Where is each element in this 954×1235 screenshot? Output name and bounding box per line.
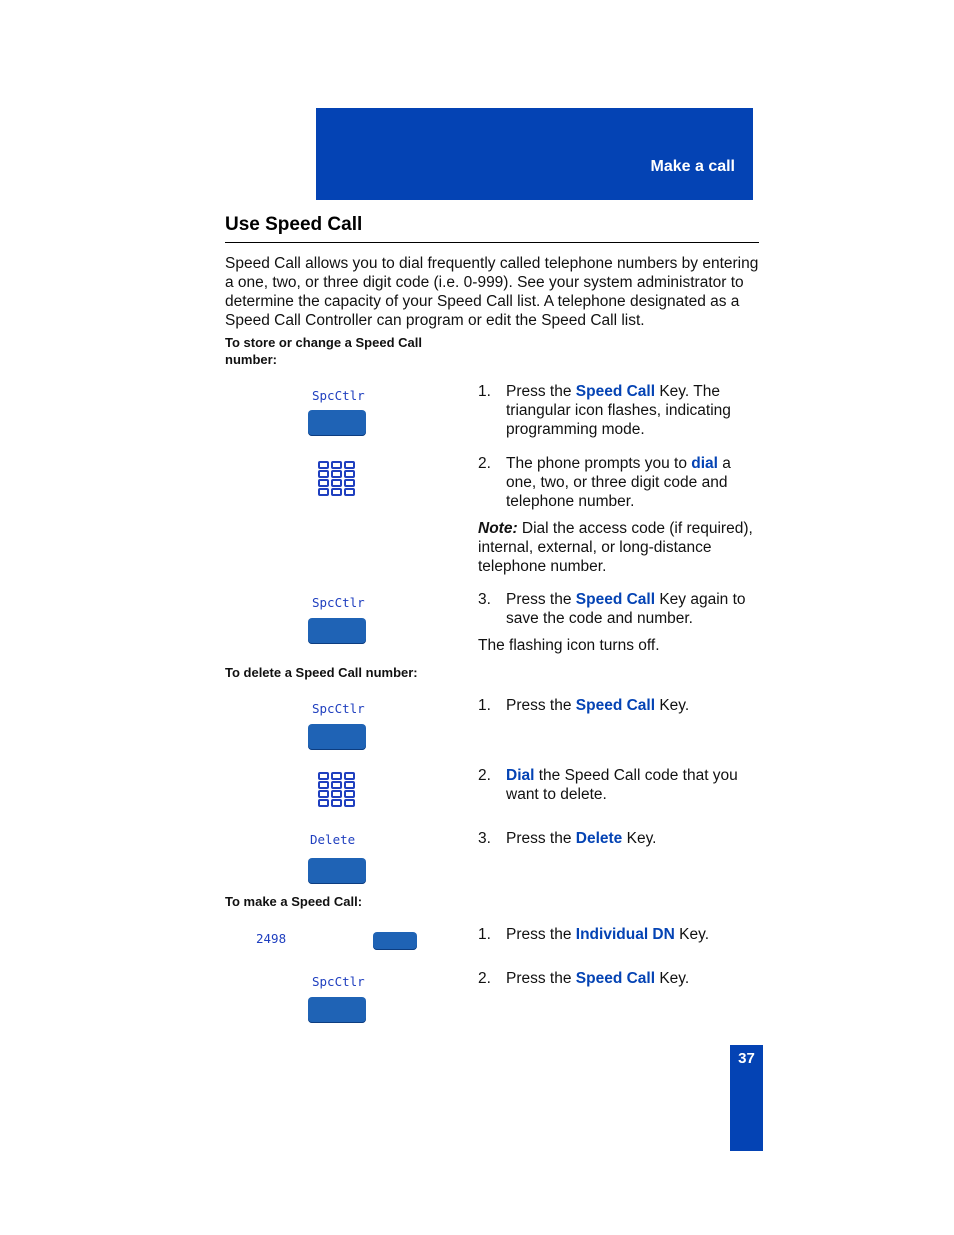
section-title: Use Speed Call — [225, 214, 363, 235]
store-heading: To store or change a Speed Call number: — [225, 335, 422, 367]
keypad-icon — [317, 460, 357, 498]
make-heading: To make a Speed Call: — [225, 894, 363, 909]
chapter-label: Make a call — [650, 158, 735, 175]
page-number-tab — [730, 1045, 763, 1151]
lcd-label-delete: Delete — [310, 832, 356, 847]
lcd-label-dn: 2498 — [256, 931, 287, 946]
lcd-label-spcctlr: SpcCtlr — [312, 701, 365, 716]
lcd-label-spcctlr: SpcCtlr — [312, 595, 365, 610]
delete-softkey[interactable] — [308, 858, 366, 884]
delete-step-3: 3. Press the Delete Key. — [478, 830, 657, 847]
store-step-2: 2. The phone prompts you to dial a one, two, or three digit code and telephone number. — [478, 455, 731, 510]
keypad-icon — [317, 771, 357, 809]
intro-paragraph: Speed Call allows you to dial frequently called telephone numbers by entering a one, two, or three digit code (i.e. 0-999). See your system administrator to determine the capacity of your Speed Call list. A telephone designated as a Speed Call Controller can program or edit the Speed Call list. — [225, 255, 759, 329]
delete-heading: To delete a Speed Call number: — [225, 665, 418, 680]
lcd-label-spcctlr: SpcCtlr — [312, 974, 365, 989]
speed-call-softkey[interactable] — [308, 410, 366, 436]
page-number: 37 — [738, 1050, 755, 1067]
make-step-1: 1. Press the Individual DN Key. — [478, 926, 709, 943]
speed-call-softkey[interactable] — [308, 724, 366, 750]
individual-dn-key[interactable] — [373, 932, 417, 950]
delete-step-1: 1. Press the Speed Call Key. — [478, 697, 690, 714]
lcd-label-spcctlr: SpcCtlr — [312, 388, 365, 403]
speed-call-softkey[interactable] — [308, 997, 366, 1023]
header-band — [316, 108, 753, 200]
store-step-3: 3. Press the Speed Call Key again to save the code and number. — [478, 591, 746, 627]
title-divider — [225, 242, 759, 243]
store-step-1: 1. Press the Speed Call Key. The triangular icon flashes, indicating programming mode. — [478, 383, 731, 438]
store-note: Note: Dial the access code (if required), internal, external, or long-distance telephone number. — [478, 520, 753, 575]
speed-call-softkey[interactable] — [308, 618, 366, 644]
store-after: The flashing icon turns off. — [478, 637, 660, 654]
make-step-2: 2. Press the Speed Call Key. — [478, 970, 690, 987]
delete-step-2: 2. Dial the Speed Call code that you want to delete. — [478, 767, 738, 803]
